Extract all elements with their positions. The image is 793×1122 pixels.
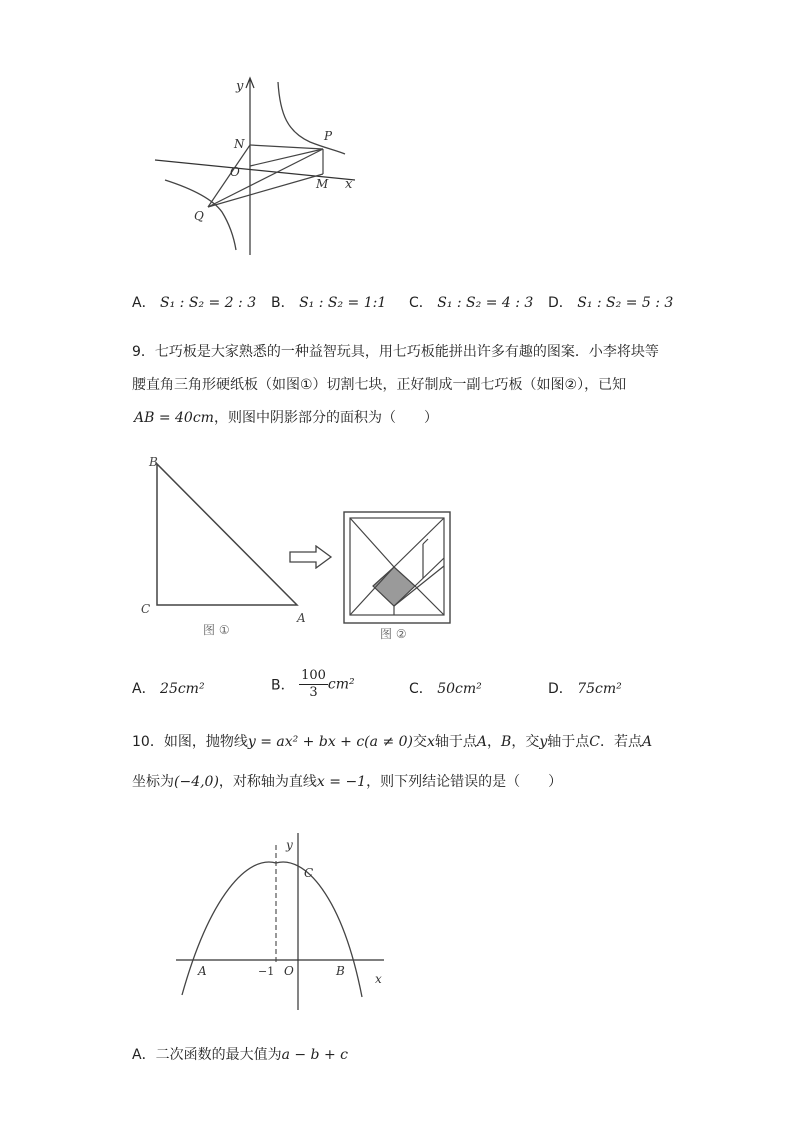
q9-line-2: 腰直角三角形硬纸板（如图①）切割七块，正好制成一副七巧板（如图②），已知 xyxy=(132,377,627,393)
q8-option-d-letter: D． xyxy=(548,295,573,311)
q9-triangle xyxy=(157,464,297,605)
q9-shaded-square xyxy=(373,567,415,606)
q10-line-1-e: ，交 xyxy=(511,734,540,750)
q8-option-b[interactable] xyxy=(271,292,386,312)
q8-label-p: P xyxy=(324,129,333,143)
q9-line-1: 9．七巧板是大家熟悉的一种益智玩具，用七巧板能拼出许多有趣的图案．小李将块等 xyxy=(132,344,659,360)
q9-option-b-letter: B． xyxy=(271,677,295,694)
q9-arrow-icon xyxy=(288,545,334,569)
q9-option-d[interactable] xyxy=(548,678,622,698)
q8-segment-pq xyxy=(208,149,323,207)
q8-segment-op xyxy=(250,149,323,166)
q9-fig1-caption: 图 ① xyxy=(203,623,230,637)
q8-label-n: N xyxy=(234,137,245,151)
q8-option-c[interactable] xyxy=(409,292,533,312)
q9-fig1-label-b: B xyxy=(149,455,158,469)
q10-line-1-point-a2: A xyxy=(641,734,653,750)
q10-line-2-a: 坐标为 xyxy=(132,774,174,790)
q8-option-c-expr: S₁ : S₂ = 4 : 3 xyxy=(437,295,534,311)
q9-fig1-label-c: C xyxy=(141,602,151,616)
q10-label-c: C xyxy=(304,866,314,880)
q8-segment-qm xyxy=(208,174,323,207)
q10-line-1-c: 轴于点 xyxy=(434,734,477,750)
q9-option-c[interactable] xyxy=(409,678,482,698)
q8-option-c-letter: C． xyxy=(409,295,433,311)
q9-option-a-expr: 25cm² xyxy=(160,681,205,697)
q8-option-a-letter: A． xyxy=(132,295,156,311)
q9-option-b-denominator: 3 xyxy=(309,685,318,700)
q10-label-y: y xyxy=(286,838,293,852)
q9-fig1-label-a: A xyxy=(297,611,306,625)
q8-label-o: O xyxy=(230,165,240,179)
q8-option-a-expr: S₁ : S₂ = 2 : 3 xyxy=(160,295,257,311)
q10-axis-eq: x = −1 xyxy=(316,774,367,790)
q9-figure-2 xyxy=(340,508,460,640)
q9-option-b-fraction xyxy=(299,668,328,701)
q9-option-d-expr: 75cm² xyxy=(577,681,622,697)
q10-line-1-b: 交 xyxy=(413,734,427,750)
q10-line-2-c: ，则下列结论错误的是（ ） xyxy=(366,774,563,790)
q8-option-d-expr: S₁ : S₂ = 5 : 3 xyxy=(577,295,674,311)
q9-line-3 xyxy=(134,408,438,428)
q10-label-a: A xyxy=(198,964,207,978)
q10-option-a-expr: a − b + c xyxy=(281,1047,348,1063)
q9-option-a[interactable] xyxy=(132,678,205,698)
q9-fig2-caption: 图 ② xyxy=(380,627,407,640)
q8-option-a[interactable] xyxy=(132,292,256,312)
q10-label-b: B xyxy=(336,964,345,978)
q10-line-1-point-a: A xyxy=(476,734,488,750)
q10-option-a-text: A．二次函数的最大值为 xyxy=(132,1047,282,1063)
q10-line-1-g: ．若点 xyxy=(599,734,642,750)
q10-line-1-point-b: B xyxy=(501,734,512,750)
q8-label-x: x xyxy=(345,177,353,192)
q10-line-1-x: x xyxy=(427,734,435,750)
q10-line-1-f: 轴于点 xyxy=(547,734,590,750)
q10-line-1 xyxy=(132,732,652,752)
q9-option-c-expr: 50cm² xyxy=(437,681,482,697)
q9-option-d-letter: D． xyxy=(548,681,573,697)
q10-label-o: O xyxy=(284,964,294,978)
q8-segment-nq xyxy=(208,145,250,207)
q8-graph xyxy=(150,70,370,260)
q8-label-y: y xyxy=(236,79,244,94)
q10-line-2-b: ，对称轴为直线 xyxy=(218,774,317,790)
q8-label-m: M xyxy=(316,177,329,191)
q10-line-1-point-c: C xyxy=(589,734,600,750)
q10-parabola-eq: y = ax² + bx + c(a ≠ 0) xyxy=(247,734,413,750)
q10-line-1-d: ， xyxy=(487,734,502,750)
q9-line-3-text: ，则图中阴影部分的面积为（ ） xyxy=(213,410,438,426)
q8-option-b-letter: B． xyxy=(271,295,295,311)
q10-line-2 xyxy=(132,772,562,792)
q10-point-a-coord: (−4,0) xyxy=(174,774,219,790)
q8-segment-np xyxy=(250,145,323,149)
q8-label-q: Q xyxy=(194,209,204,223)
q8-option-b-expr: S₁ : S₂ = 1:1 xyxy=(299,295,387,311)
q10-graph xyxy=(170,825,395,1015)
q9-option-a-letter: A． xyxy=(132,681,156,697)
q9-option-b-unit: cm² xyxy=(327,676,355,693)
q10-line-1-y: y xyxy=(539,734,548,750)
q9-option-b-numerator: 100 xyxy=(301,668,326,683)
q9-option-c-letter: C． xyxy=(409,681,433,697)
q10-label-x: x xyxy=(375,972,382,986)
q8-hyperbola-branch-1 xyxy=(278,82,345,154)
q9-ab-value: AB = 40cm xyxy=(134,410,214,426)
q10-option-a[interactable] xyxy=(132,1044,348,1064)
q8-option-d[interactable] xyxy=(548,292,673,312)
q10-label-neg1: −1 xyxy=(258,965,275,978)
q9-option-b[interactable] xyxy=(271,668,355,701)
q10-line-1-a: 10．如图，抛物线 xyxy=(132,734,248,750)
